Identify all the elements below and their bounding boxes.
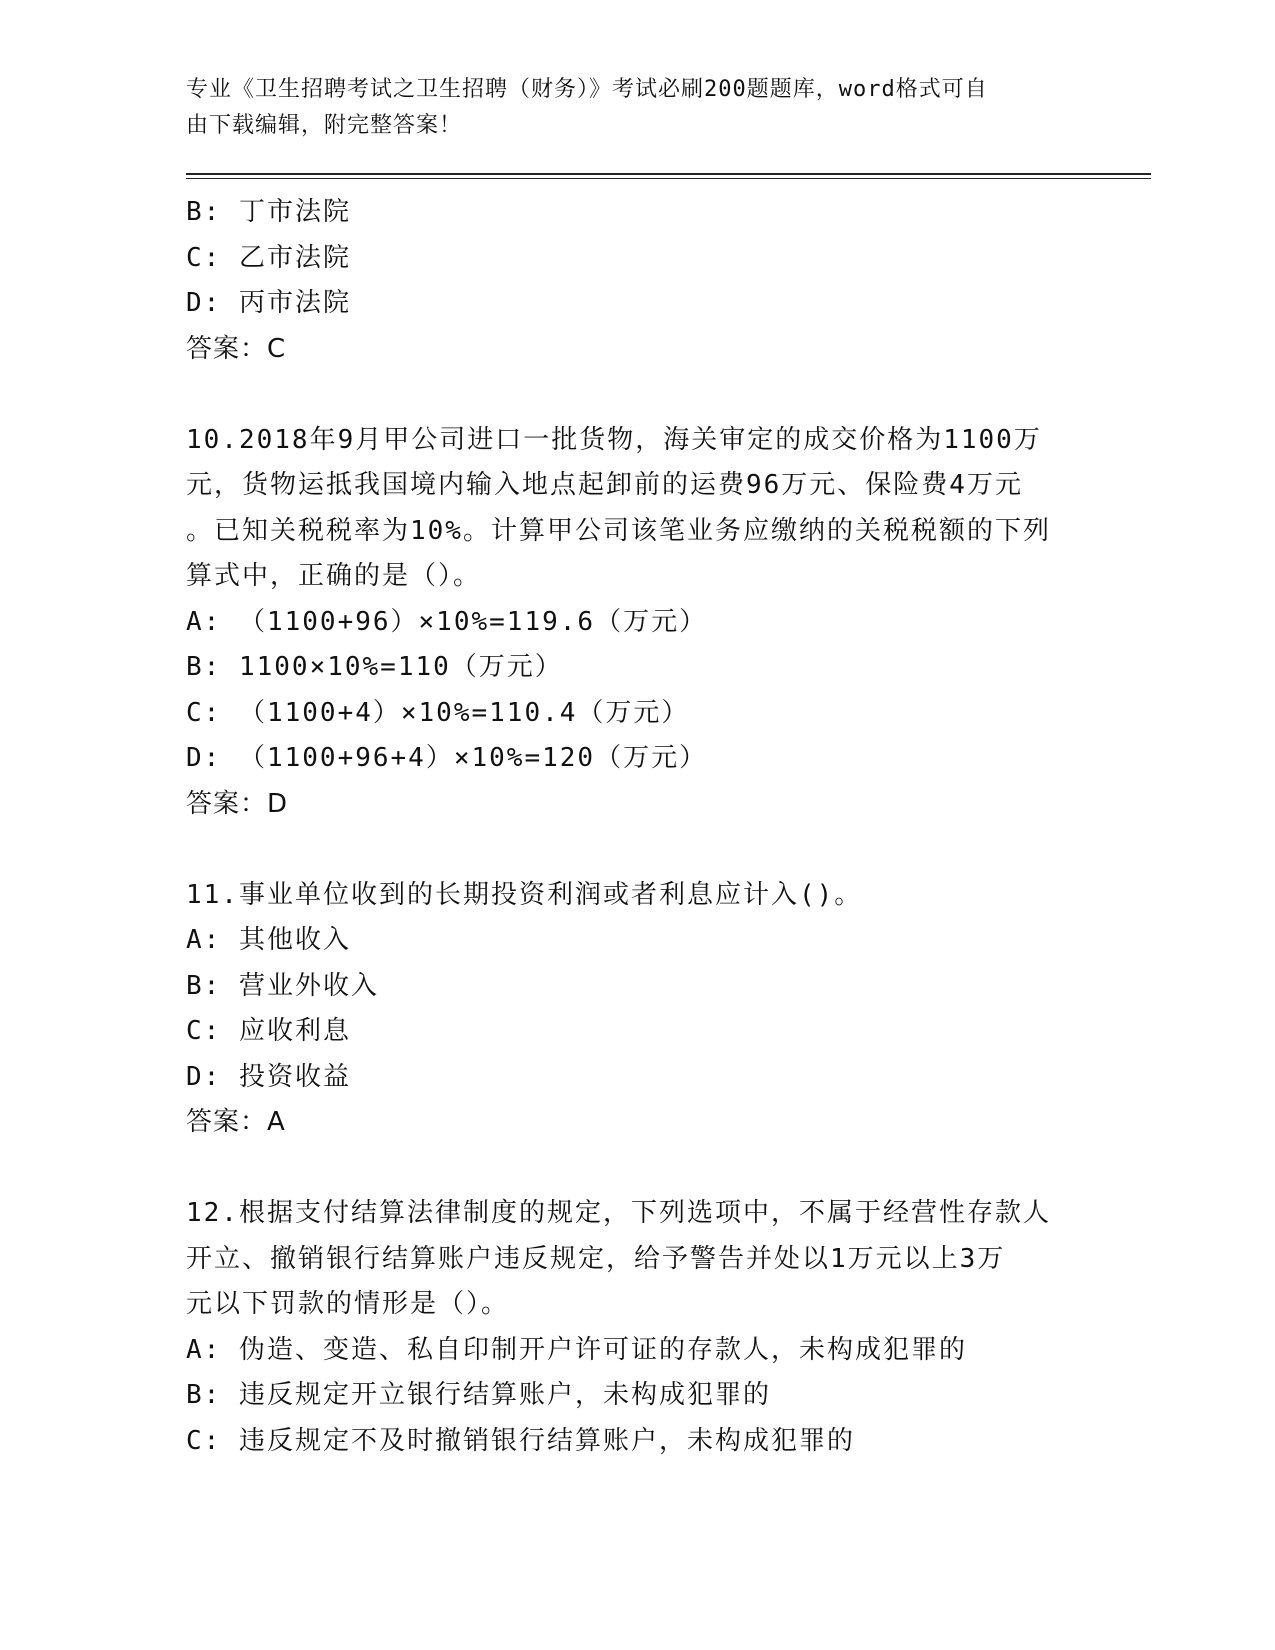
option-a: A: 其他收入 [186, 925, 351, 955]
question-stem: 开立、撤销银行结算账户违反规定，给予警告并处以1万元以上3万 [186, 1243, 1006, 1274]
option-d: D: （1100+96+4）×10%=120（万元） [186, 743, 708, 773]
question-stem: 。已知关税税率为10%。计算甲公司该笔业务应缴纳的关税税额的下列 [186, 515, 1051, 546]
spacer [186, 372, 1086, 418]
spacer [186, 1146, 1086, 1192]
option-c: C: 应收利息 [186, 1016, 351, 1046]
question-list [186, 190, 1086, 1464]
option-c: C: 违反规定不及时撤销银行结算账户，未构成犯罪的 [186, 1425, 855, 1456]
option-b: B: 1100×10%=110（万元） [186, 652, 563, 682]
option-a: A: （1100+96）×10%=119.6（万元） [186, 606, 708, 637]
document-header [186, 72, 1066, 144]
question-10 [186, 418, 1086, 828]
header-divider-thin [186, 178, 1151, 179]
question-11 [186, 873, 1086, 1146]
option-b: B: 营业外收入 [186, 970, 379, 1001]
spacer [186, 827, 1086, 873]
option-a: A: 伪造、变造、私自印制开户许可证的存款人，未构成犯罪的 [186, 1334, 967, 1365]
option-c: C: 乙市法院 [186, 242, 351, 273]
header-divider [186, 173, 1151, 175]
option-b: B: 违反规定开立银行结算账户，未构成犯罪的 [186, 1380, 771, 1410]
question-9 [186, 190, 1086, 372]
question-stem: 元以下罚款的情形是（）。 [186, 1289, 510, 1319]
question-stem: 11.事业单位收到的长期投资利润或者利息应计入()。 [186, 879, 863, 910]
question-stem: 12.根据支付结算法律制度的规定，下列选项中，不属于经营性存款人 [186, 1198, 1051, 1228]
question-stem: 10.2018年9月甲公司进口一批货物，海关审定的成交价格为1100万 [186, 424, 1042, 455]
header-line-1: 专业《卫生招聘考试之卫生招聘（财务）》考试必刷200题题库，word格式可自 [186, 77, 988, 102]
option-d: D: 丙市法院 [186, 288, 351, 318]
question-stem: 元，货物运抵我国境内输入地点起卸前的运费96万元、保险费4万元 [186, 470, 1023, 500]
option-b: B: 丁市法院 [186, 197, 351, 227]
question-12 [186, 1191, 1086, 1464]
answer: 答案：D [186, 788, 289, 819]
header-line-2: 由下载编辑，附完整答案！ [186, 113, 463, 138]
question-stem: 算式中，正确的是（）。 [186, 561, 482, 591]
answer: 答案：A [186, 1107, 286, 1137]
option-d: D: 投资收益 [186, 1061, 351, 1092]
option-c: C: （1100+4）×10%=110.4（万元） [186, 697, 690, 728]
answer: 答案：C [186, 333, 287, 364]
